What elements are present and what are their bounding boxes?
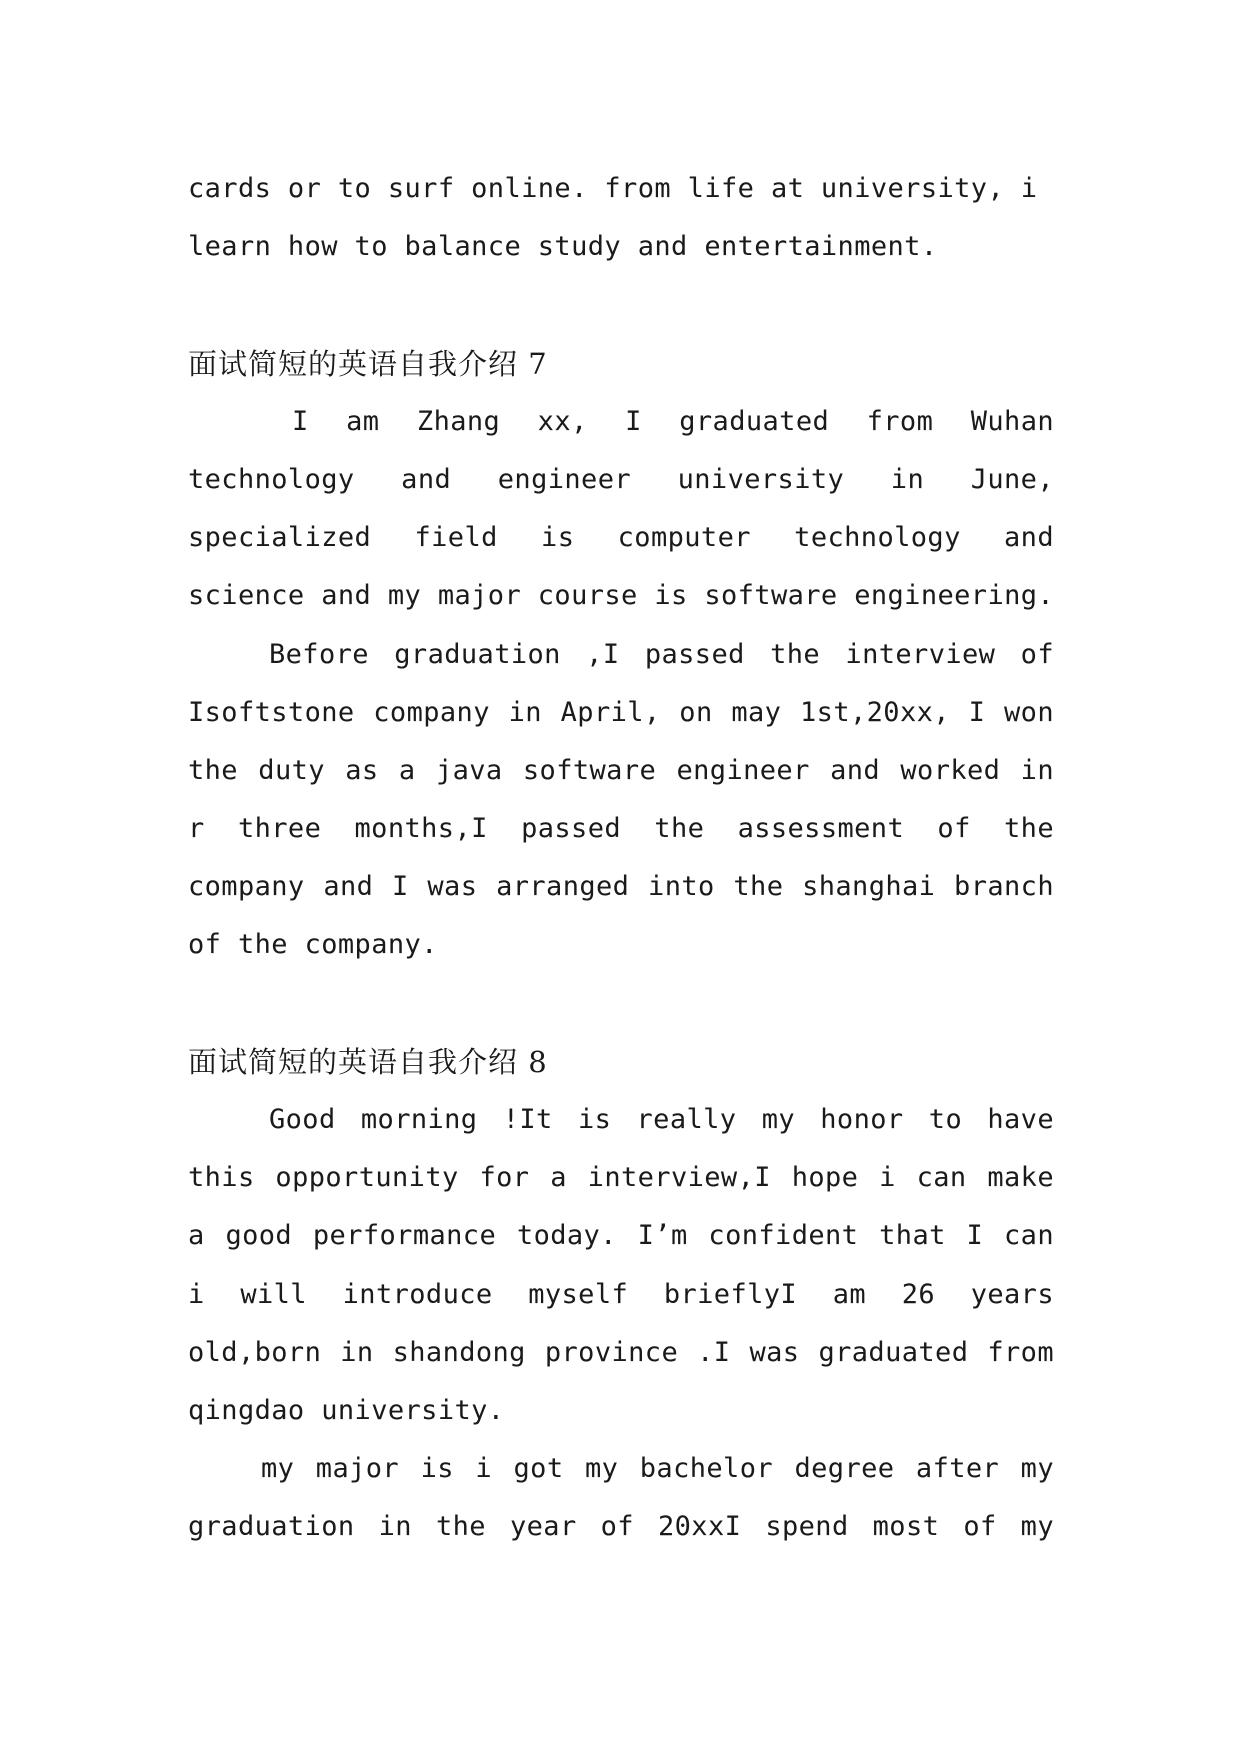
text-line: company and I was arranged into the shanghai branch	[188, 871, 1054, 903]
text-line: graduation in the year of 20xxI spend most of my	[188, 1511, 1054, 1543]
text-line: my major is i got my bachelor degree after my	[261, 1453, 1054, 1485]
text-line: a good performance today. I’m confident that I can	[188, 1220, 1054, 1252]
text-line: specialized field is computer technology and	[188, 522, 1054, 554]
text-line: cards or to surf online. from life at university, i	[188, 173, 1038, 204]
text-line: this opportunity for a interview,I hope i can make	[188, 1162, 1054, 1194]
text-line: of the company.	[188, 929, 438, 961]
text-line: Isoftstone company in April, on may 1st,20xx, I won	[188, 696, 1054, 728]
text-line: I am Zhang xx, I graduated from Wuhan	[292, 405, 1054, 437]
text-line: technology and engineer university in June,	[188, 463, 1054, 495]
text-line: the duty as a java software engineer and worked in	[188, 754, 1054, 786]
section-heading-8: 面试简短的英语自我介绍 8	[188, 1044, 548, 1079]
section-gap	[188, 276, 1054, 334]
text-line: old,born in shandong province .I was graduated from	[188, 1336, 1054, 1368]
section-heading-7: 面试简短的英语自我介绍 7	[188, 346, 548, 381]
text-line: science and my major course is software engineering.	[188, 580, 1055, 612]
text-line: learn how to balance study and entertainment.	[188, 231, 938, 263]
text-line: Before graduation ,I passed the interview of	[269, 638, 1054, 670]
text-line: i will introduce myself brieflyI am 26 years	[188, 1278, 1054, 1310]
section-gap	[188, 975, 1054, 1033]
text-line: r three months,I passed the assessment of the	[188, 813, 1054, 845]
text-line: Good morning !It is really my honor to have	[269, 1104, 1054, 1135]
document-body	[188, 160, 1054, 1557]
text-line: qingdao university.	[188, 1394, 505, 1426]
